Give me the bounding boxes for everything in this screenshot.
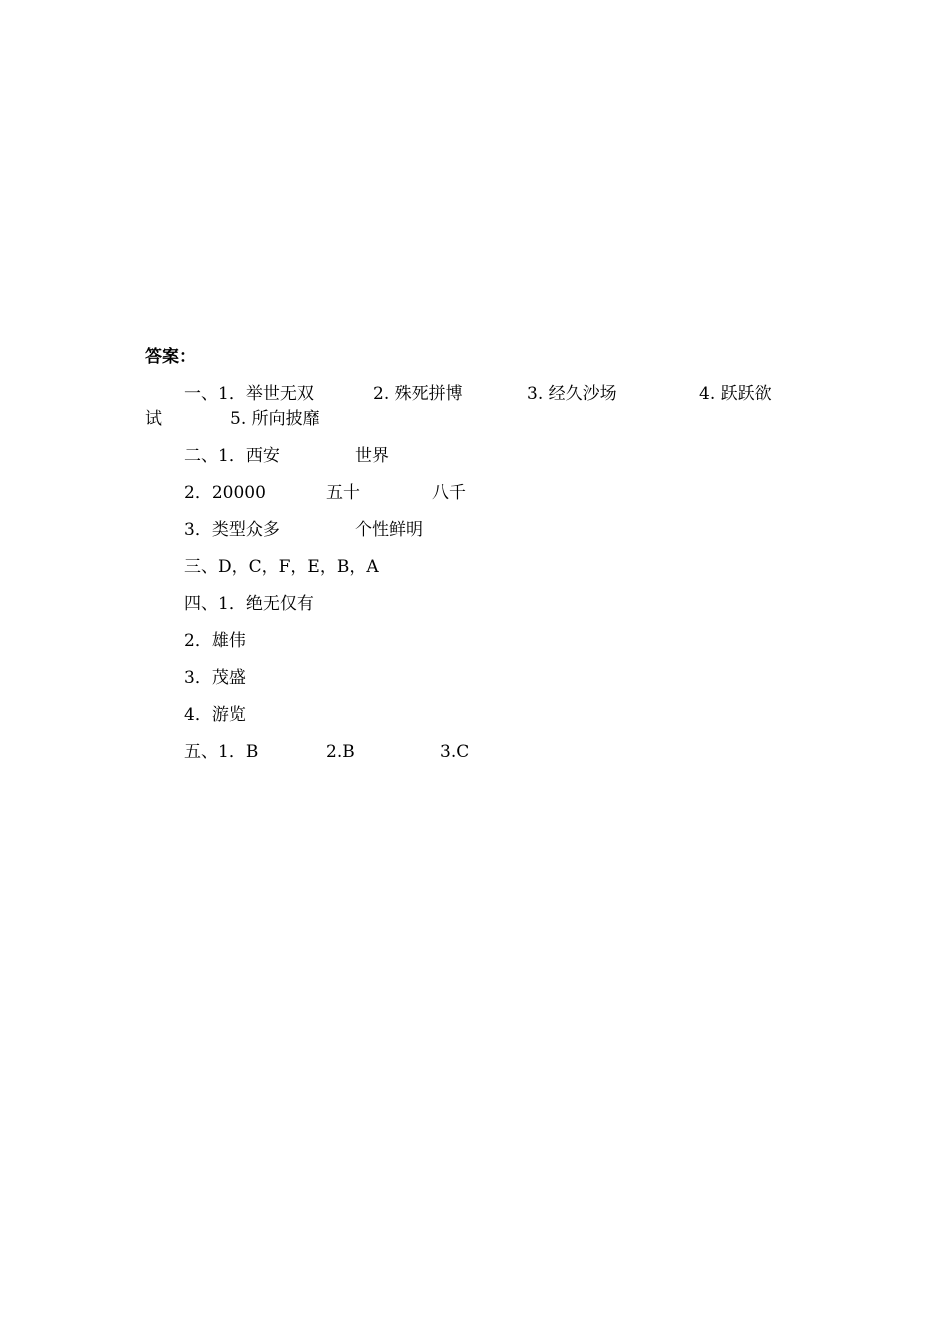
section1-answer-4: 4. 跃跃欲 [699, 384, 772, 404]
section2-item3-label: 3．类型众多 [184, 520, 280, 540]
section2-item1-answer2: 世界 [355, 446, 389, 466]
section2-item3-answer2: 个性鲜明 [355, 520, 423, 540]
section1-answer-2: 2. 殊死拼博 [373, 384, 463, 404]
section1-answer-1: 一、1．举世无双 [184, 384, 314, 404]
section4-item2: 2．雄伟 [184, 631, 246, 651]
section5-answer-3: 3.C [440, 742, 470, 762]
section4-item1: 四、1．绝无仅有 [184, 594, 314, 614]
section4-item4: 4．游览 [184, 705, 246, 725]
section5-answer-1: 五、1．B [184, 742, 259, 762]
section5-answer-2: 2.B [326, 742, 355, 762]
section3-line: 三、D，C，F，E，B，A [184, 557, 379, 577]
section1-answer-5: 5. 所向披靡 [230, 409, 320, 429]
section1-answer-3: 3. 经久沙场 [527, 384, 617, 404]
section1-answer-4-continued: 试 [145, 409, 162, 429]
section2-item2-label: 2．20000 [184, 483, 266, 503]
section2-item2-answer3: 八千 [432, 483, 466, 503]
section2-item2-answer2: 五十 [326, 483, 360, 503]
section4-item3: 3．茂盛 [184, 668, 246, 688]
section2-item1-label: 二、1．西安 [184, 446, 280, 466]
answers-heading: 答案： [145, 347, 196, 367]
